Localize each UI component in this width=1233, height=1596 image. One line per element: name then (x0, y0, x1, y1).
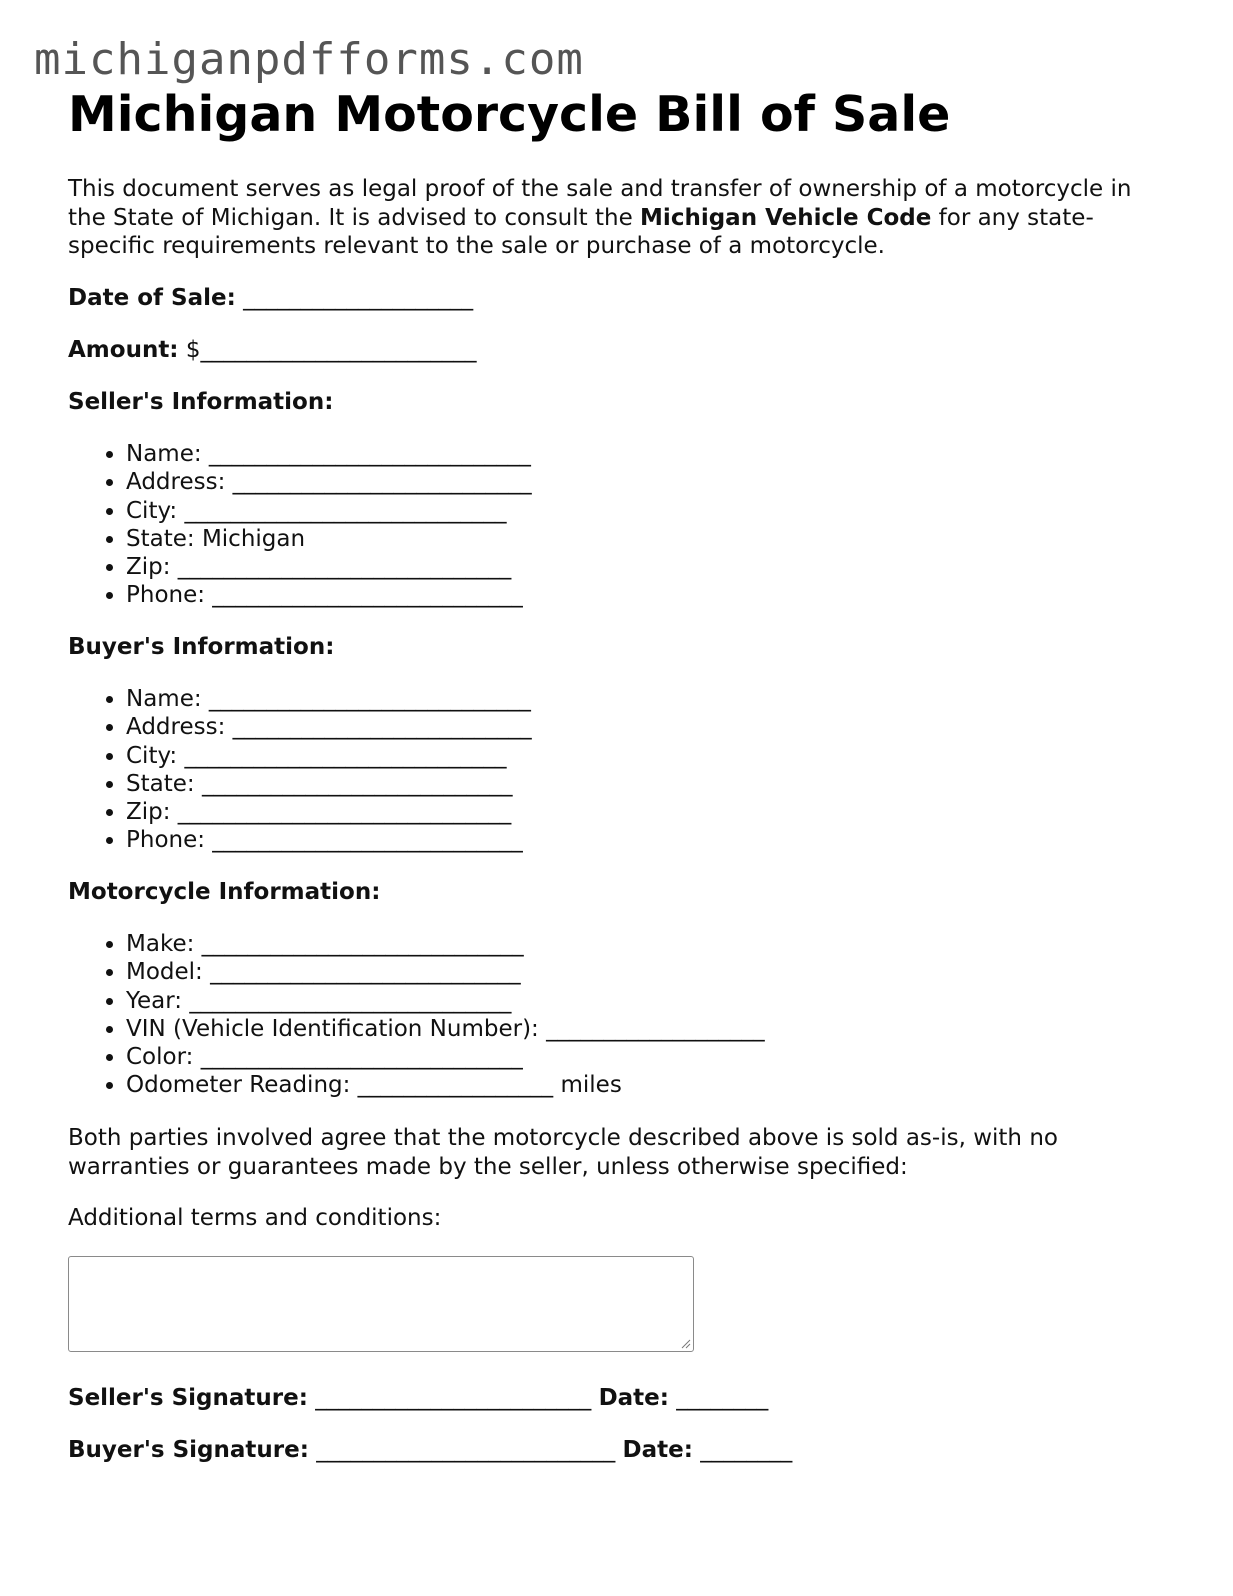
intro-bold-code: Michigan Vehicle Code (640, 204, 932, 231)
intro-text-1: This document serves as legal proof of the sale and transfer of ownership of a motorcycle in the State of Michigan. It is advised to consult the (68, 176, 1132, 231)
buyer-signature-row (68, 1436, 792, 1464)
additional-terms-label: Additional terms and conditions: (68, 1205, 442, 1231)
additional-terms-textarea[interactable] (68, 1256, 694, 1352)
buyer-signature-field[interactable]: __________________________ (316, 1437, 616, 1463)
amount-label: Amount: (68, 337, 179, 363)
motorcycle-vin-field[interactable]: • VIN (Vehicle Identification Number): ___________________ (126, 1015, 765, 1043)
seller-fields (68, 440, 532, 610)
buyer-city-field[interactable]: • City: ____________________________ (126, 742, 532, 770)
seller-zip-field[interactable]: • Zip: _____________________________ (126, 553, 532, 581)
buyer-date-label: Date: (622, 1437, 693, 1463)
page-title: Michigan Motorcycle Bill of Sale (68, 86, 951, 143)
as-is-statement: Both parties involved agree that the motorcycle described above is sold as-is, with no warranties or guarantees made by the seller, unless otherwise specified: (68, 1125, 1058, 1180)
buyer-fields (68, 685, 532, 855)
motorcycle-year-field[interactable]: • Year: ____________________________ (126, 987, 765, 1015)
intro-text-2: for any state-specific requirements relevant to the sale or purchase of a motorcycle. (68, 204, 1094, 259)
motorcycle-odometer-field[interactable]: • Odometer Reading: _________________ miles (126, 1071, 765, 1099)
seller-date-field[interactable]: ________ (676, 1385, 769, 1411)
date-of-sale-field[interactable]: ____________________ (243, 285, 474, 311)
amount-field[interactable]: $________________________ (185, 337, 477, 363)
seller-signature-row (68, 1384, 768, 1412)
buyer-name-field[interactable]: • Name: ____________________________ (126, 685, 532, 713)
seller-city-field[interactable]: • City: ____________________________ (126, 497, 532, 525)
seller-name-field[interactable]: • Name: ____________________________ (126, 440, 532, 468)
date-of-sale-row (68, 284, 473, 312)
resize-grip-icon[interactable] (679, 1337, 691, 1349)
motorcycle-make-field[interactable]: • Make: ____________________________ (126, 930, 765, 958)
seller-heading: Seller's Information: (68, 389, 334, 415)
buyer-address-field[interactable]: • Address: __________________________ (126, 713, 532, 741)
seller-address-field[interactable]: • Address: __________________________ (126, 468, 532, 496)
buyer-phone-field[interactable]: • Phone: ___________________________ (126, 826, 532, 854)
buyer-signature-label: Buyer's Signature: (68, 1437, 309, 1463)
intro-paragraph (68, 175, 1173, 261)
buyer-heading: Buyer's Information: (68, 634, 335, 660)
date-of-sale-label: Date of Sale: (68, 285, 236, 311)
seller-state-field: • State: Michigan (126, 525, 532, 553)
amount-row (68, 336, 476, 364)
buyer-zip-field[interactable]: • Zip: _____________________________ (126, 798, 532, 826)
seller-phone-field[interactable]: • Phone: ___________________________ (126, 581, 532, 609)
seller-date-label: Date: (598, 1385, 669, 1411)
motorcycle-heading: Motorcycle Information: (68, 879, 381, 905)
buyer-date-field[interactable]: ________ (700, 1437, 793, 1463)
site-watermark: michiganpdfforms.com (34, 34, 584, 85)
motorcycle-model-field[interactable]: • Model: ___________________________ (126, 958, 765, 986)
seller-signature-label: Seller's Signature: (68, 1385, 308, 1411)
motorcycle-color-field[interactable]: • Color: ____________________________ (126, 1043, 765, 1071)
seller-signature-field[interactable]: ________________________ (315, 1385, 592, 1411)
buyer-state-field[interactable]: • State: ___________________________ (126, 770, 532, 798)
motorcycle-fields (68, 930, 765, 1100)
